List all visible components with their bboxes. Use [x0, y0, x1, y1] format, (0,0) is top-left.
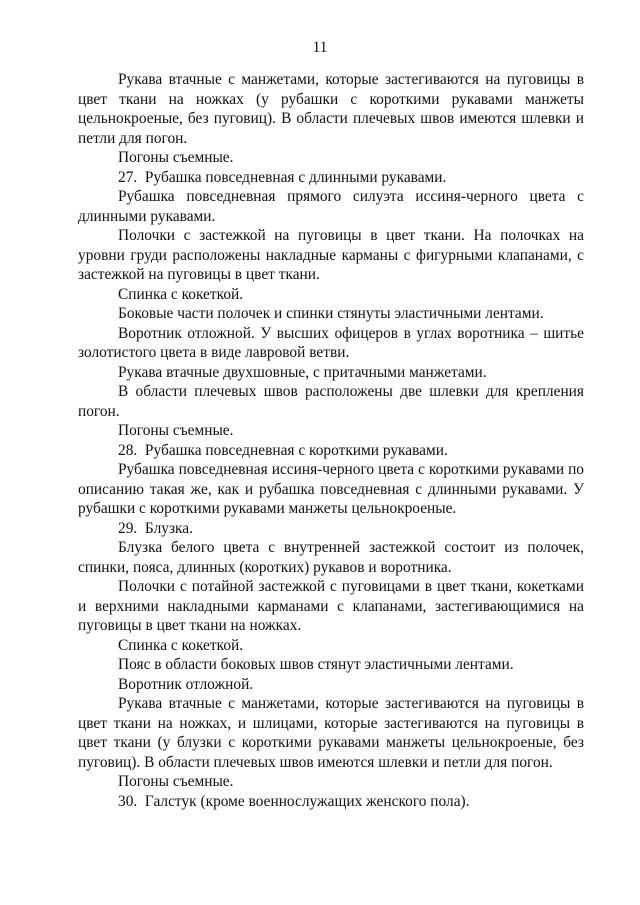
paragraph: Погоны съемные. — [118, 422, 234, 439]
paragraph: Рукава втачные с манжетами, которые застегиваются на пуговицы в цвет ткани на ножках, и шлицами, которые застегиваются на пуговицы в цвет ткани (у блузки с короткими рукавами манжеты цельнокроеные, без пуговиц). В области плечевых швов имеются шлевки и петли для погон. — [78, 695, 584, 771]
paragraph: Рубашка повседневная иссиня-черного цвета с короткими рукавами по описанию такая же, как и рубашка повседневная с длинными рукавами. У рубашки с короткими рукавами манжеты цельнокроеные. — [78, 461, 584, 517]
paragraph: Рукава втачные с манжетами, которые застегиваются на пуговицы в цвет ткани на ножках (у рубашки с короткими рукавами манжеты цельнокроеные, без пуговиц). В области плечевых швов имеются шлевки и петли для погон. — [78, 71, 584, 147]
paragraph: Спинка с кокеткой. — [118, 636, 244, 654]
section-heading: 30. Галстук (кроме военнослужащих женского пола). — [118, 792, 470, 810]
paragraph: Погоны съемные. — [118, 149, 234, 166]
paragraph: Рукава втачные двухшовные, с притачными манжетами. — [118, 363, 487, 381]
section-heading: 28. Рубашка повседневная с короткими рукавами. — [118, 441, 448, 459]
paragraph: В области плечевых швов расположены две шлевки для крепления погон. — [78, 383, 584, 420]
paragraph: Пояс в области боковых швов стянут эластичными лентами. — [118, 656, 514, 673]
section-heading: 27. Рубашка повседневная с длинными рукавами. — [118, 168, 447, 186]
paragraph: Полочки с застежкой на пуговицы в цвет ткани. На полочках на уровни груди расположены накладные карманы с фигурными клапанами, с застежкой на пуговицы в цвет ткани. — [78, 227, 584, 283]
paragraph: Воротник отложной. У высших офицеров в углах воротника – шитье золотистого цвета в виде лавровой ветви. — [78, 324, 584, 361]
section-heading: 29. Блузка. — [118, 519, 193, 537]
paragraph: Боковые части полочек и спинки стянуты эластичными лентами. — [118, 305, 544, 322]
paragraph: Спинка с кокеткой. — [118, 285, 244, 303]
paragraph: Полочки с потайной застежкой с пуговицами в цвет ткани, кокетками и верхними накладными карманами с клапанами, застегивающимися на пуговицы в цвет ткани на ножках. — [78, 578, 584, 634]
paragraph: Воротник отложной. — [118, 675, 254, 693]
document-body — [78, 70, 584, 811]
paragraph: Погоны съемные. — [118, 773, 234, 790]
page-number: 11 — [312, 39, 328, 56]
paragraph: Блузка белого цвета с внутренней застежкой состоит из полочек, спинки, пояса, длинных (коротких) рукавов и воротника. — [78, 539, 584, 576]
paragraph: Рубашка повседневная прямого силуэта иссиня-черного цвета с длинными рукавами. — [78, 188, 584, 225]
